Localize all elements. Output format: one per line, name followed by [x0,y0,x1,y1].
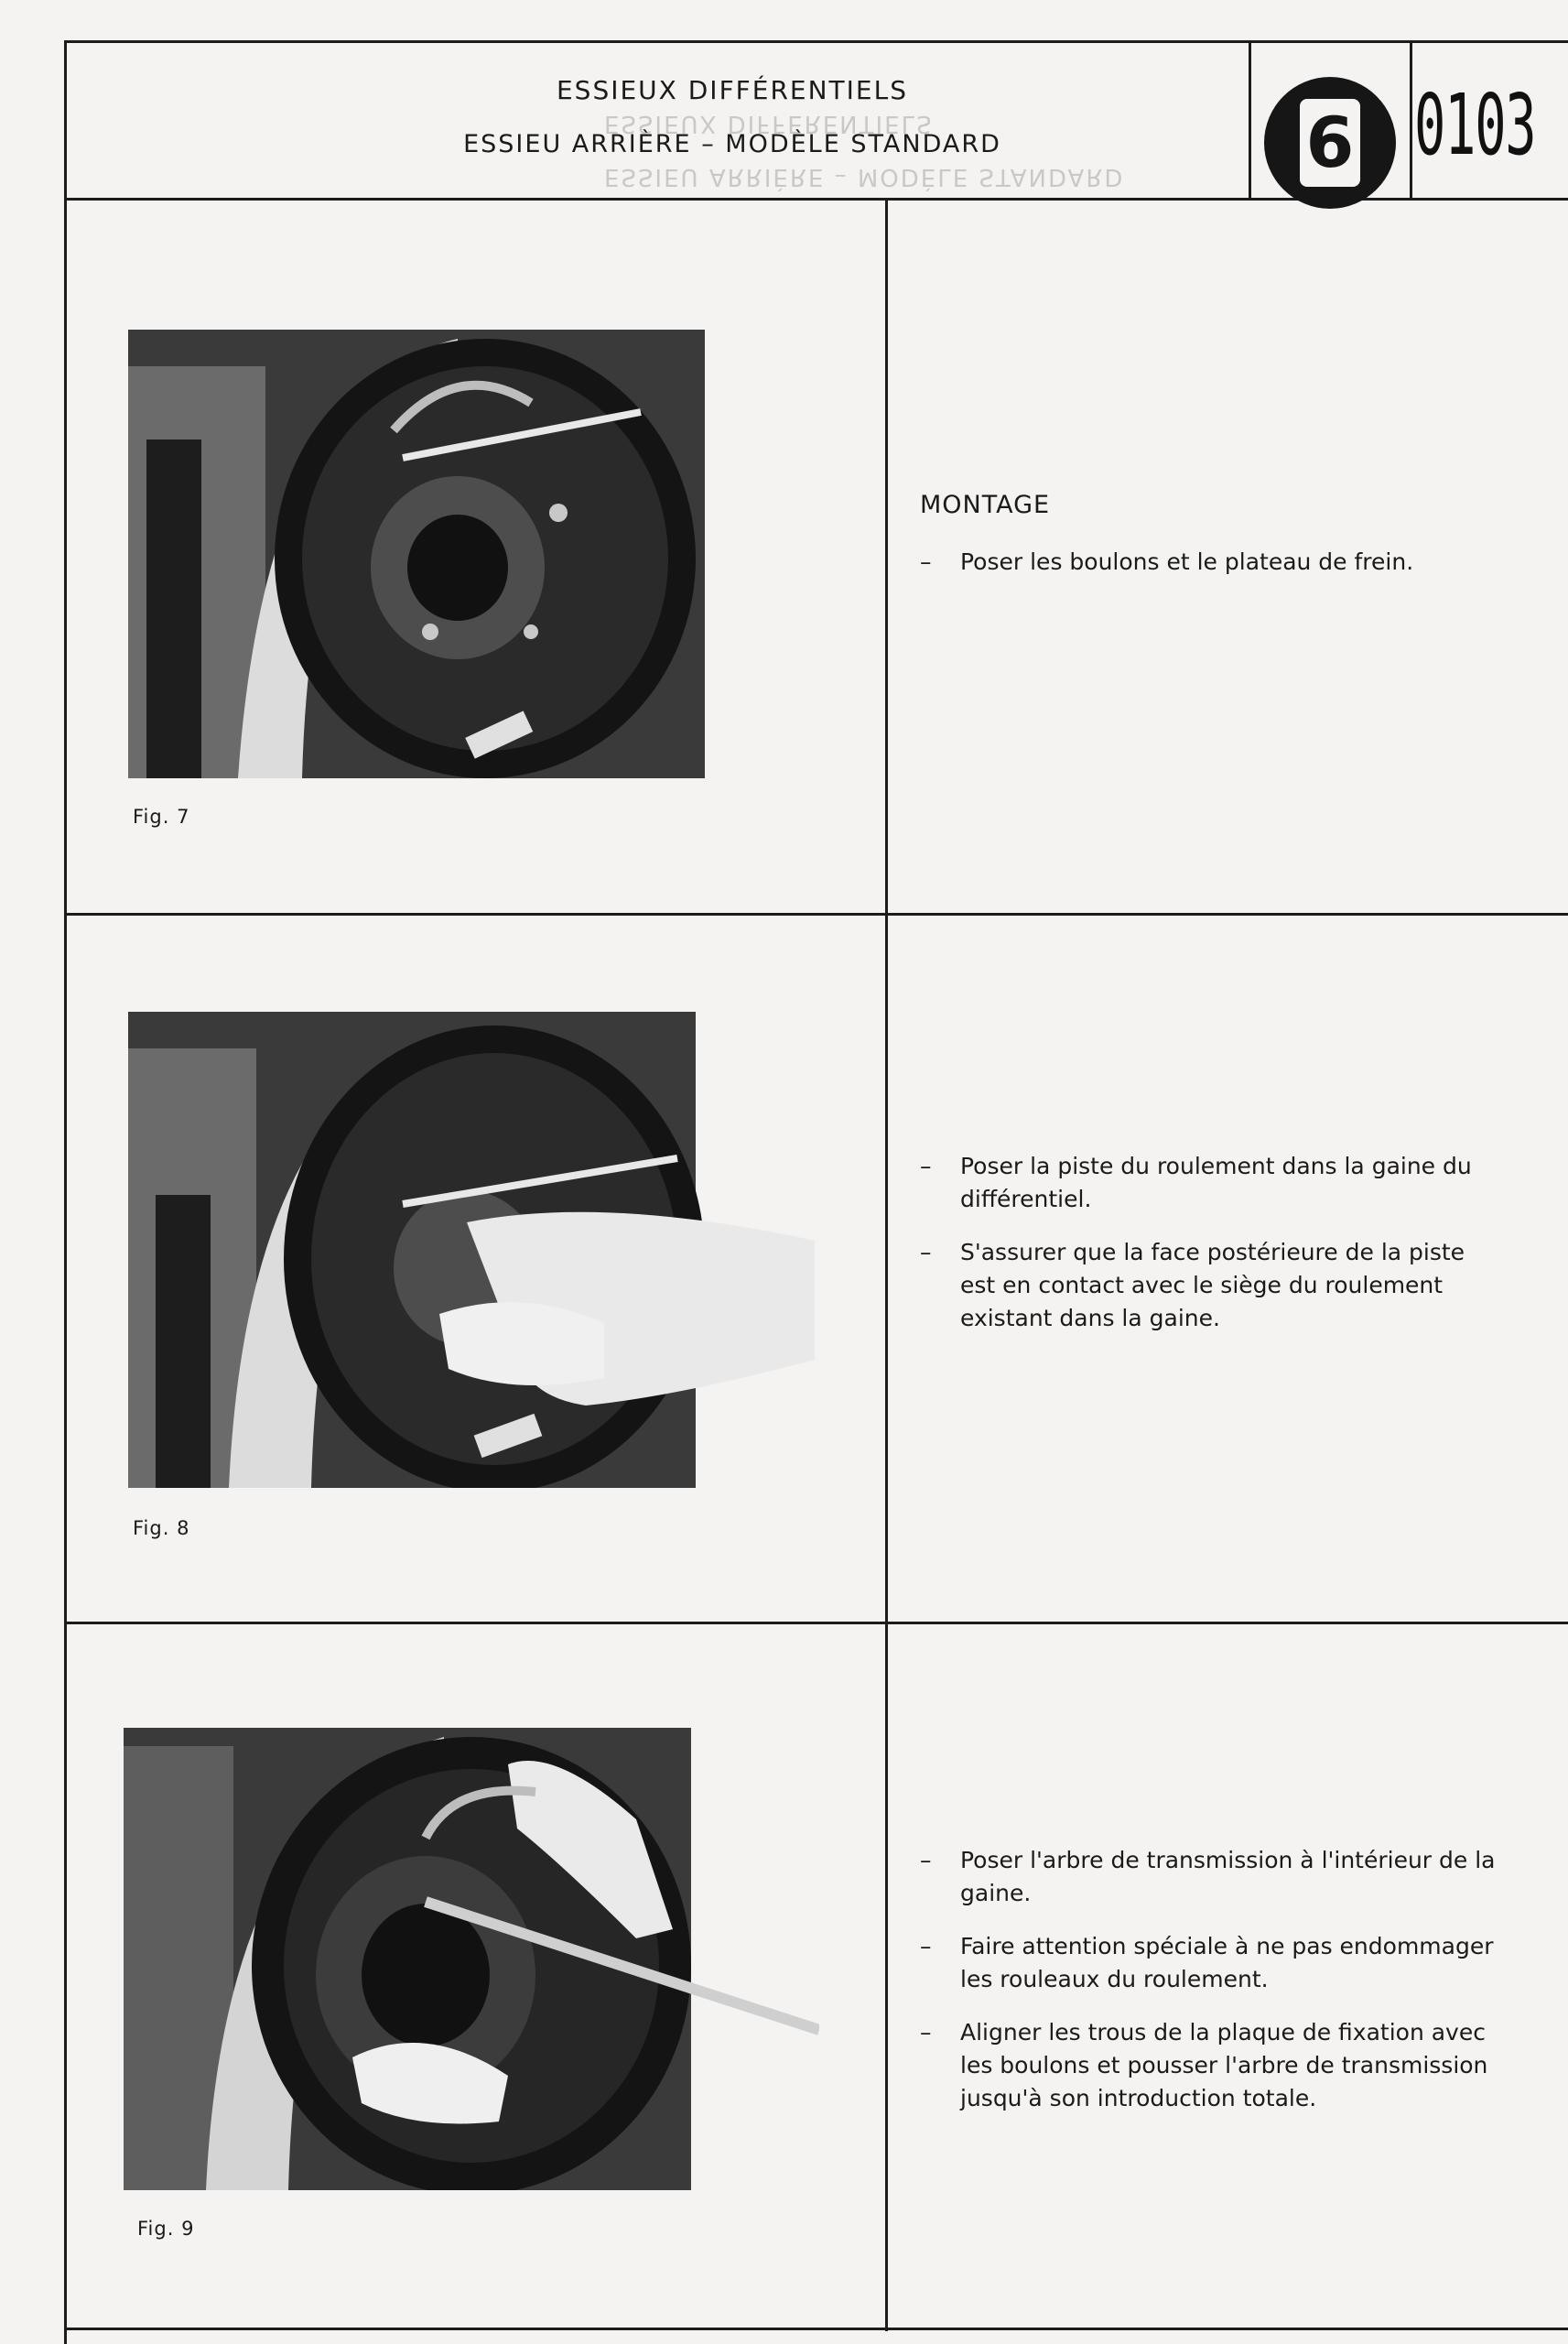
section-1-text [920,489,1506,599]
fig8-caption: Fig. 8 [133,1517,190,1539]
page-code: 0103 [1414,76,1536,174]
frame-top-line [66,40,1568,43]
section-3-text [920,1844,1506,2135]
header-divider-right [1410,40,1412,200]
page-title: ESSIEUX DIFFÉRENTIELS [556,75,908,105]
fig9-photo [124,1728,819,2190]
step-item [920,2016,1506,2115]
step-item [920,1150,1506,1216]
fig7-photo [128,330,705,778]
frame-left-line [64,40,67,2344]
dash-marker: – [920,548,932,575]
fig7-caption: Fig. 7 [133,806,190,828]
step-item [920,1844,1506,1910]
dash-marker: – [920,2019,932,2046]
chapter-number: 6 [1300,99,1360,187]
column-divider [885,198,888,2331]
step-text: Faire attention spéciale à ne pas endommager les rouleaux du roulement. [960,1933,1494,1992]
dash-marker: – [920,1153,932,1179]
dash-marker: – [920,1933,932,1959]
page-subtitle: ESSIEU ARRIÈRE – MODÈLE STANDARD [463,130,1001,158]
step-item [920,1930,1506,1996]
header-divider-left [1249,40,1251,200]
step-text: Poser les boulons et le plateau de frein. [960,548,1414,575]
fig8-photo [128,1012,815,1488]
montage-heading: MONTAGE [920,491,1051,519]
step-text: Poser la piste du roulement dans la gaine du différentiel. [960,1153,1472,1212]
bleed-through-subtitle: ESSIEU ARRIÈRE – MODÈLE STANDARD [604,163,1125,190]
row-divider-1 [66,913,1568,916]
step-text: Poser l'arbre de transmission à l'intérieur de la gaine. [960,1847,1496,1906]
fig9-caption: Fig. 9 [137,2218,195,2240]
bleed-through-title: ESSIEUX DIFFÉRENTIELS [604,110,934,137]
dash-marker: – [920,1847,932,1873]
dash-marker: – [920,1239,932,1265]
chapter-badge [1264,77,1396,209]
section-2-text [920,1150,1506,1355]
step-text: Aligner les trous de la plaque de fixation avec les boulons et pousser l'arbre de transmission jusqu'à son introduction totale. [960,2019,1488,2111]
step-item [920,546,1506,579]
frame-bottom-line [66,2328,1568,2330]
step-item [920,1236,1506,1335]
step-text: S'assurer que la face postérieure de la piste est en contact avec le siège du roulement existant dans la gaine. [960,1239,1465,1331]
row-divider-2 [66,1622,1568,1624]
